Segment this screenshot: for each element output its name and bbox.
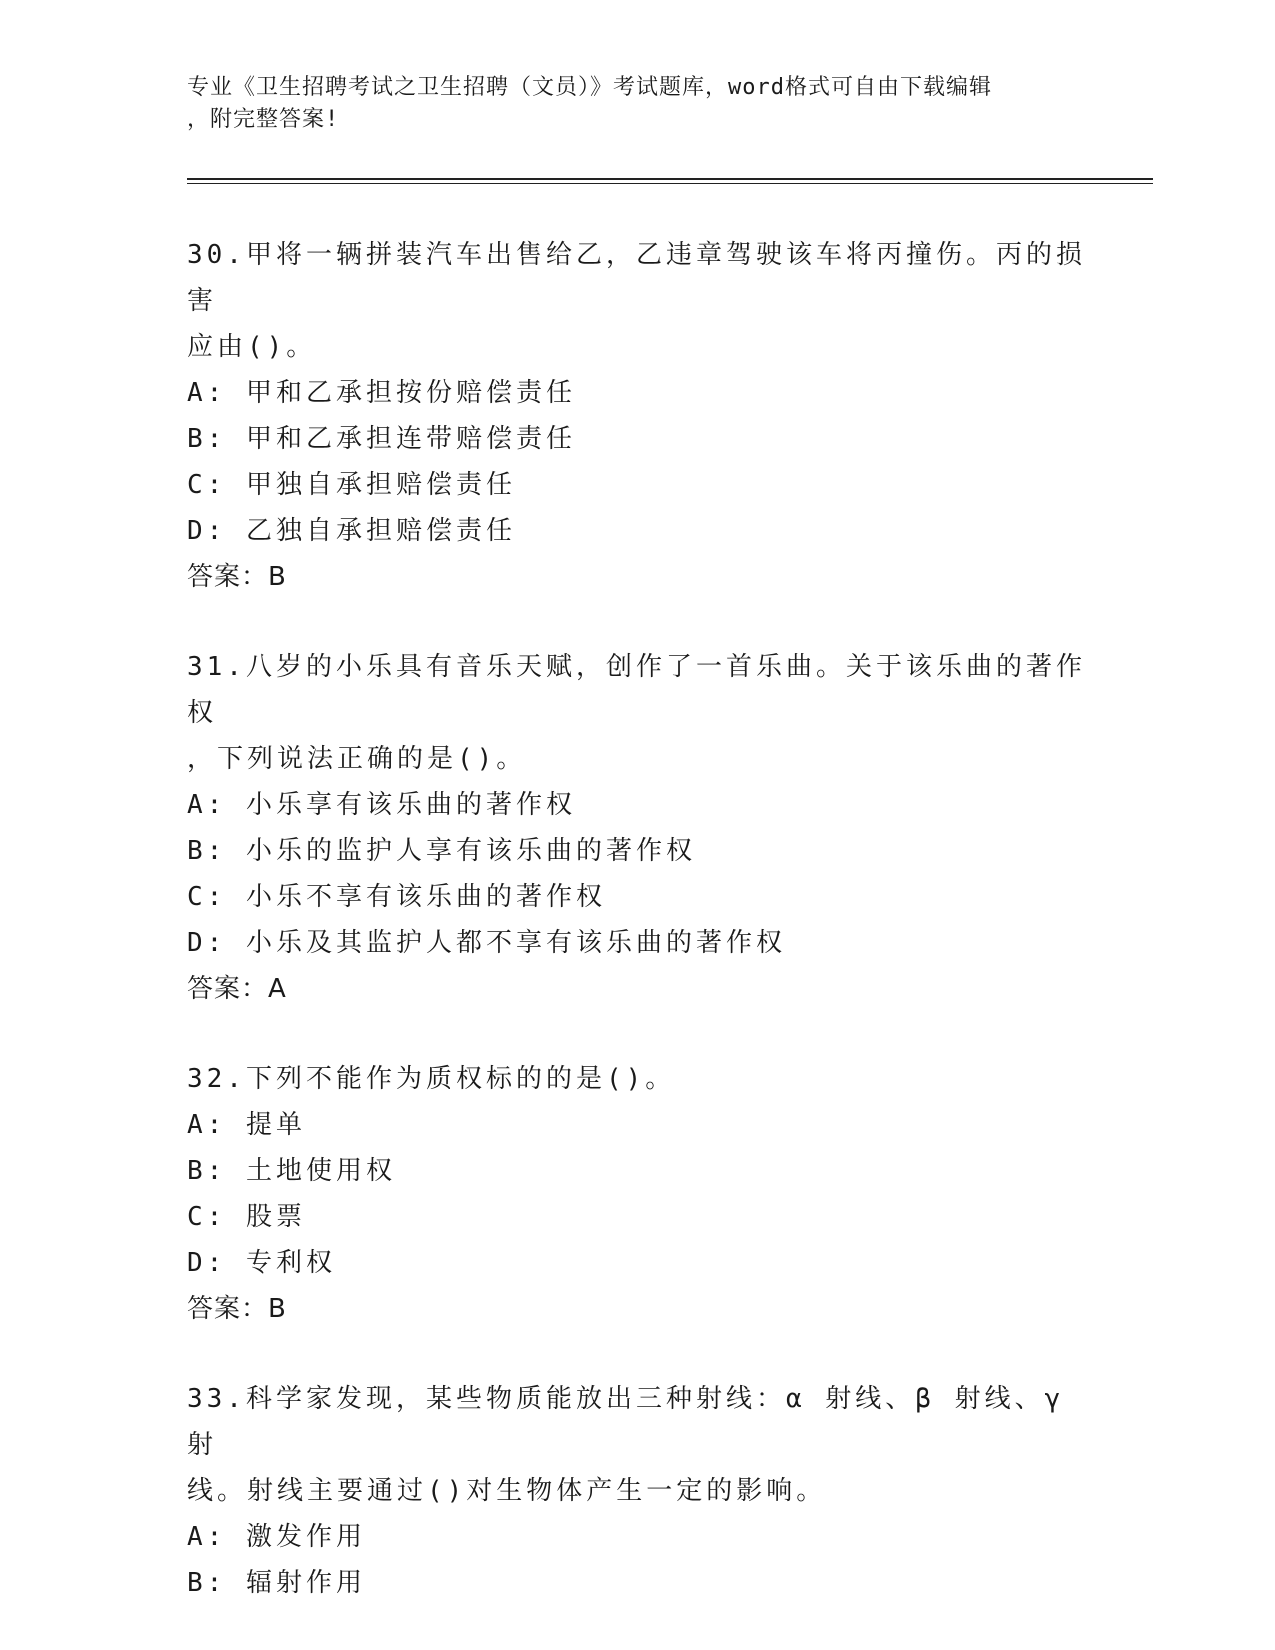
question-stem: 32.下列不能作为质权标的的是()。 (187, 1064, 676, 1094)
option-b: B: 甲和乙承担连带赔偿责任 (187, 424, 576, 454)
question-stem: 33.科学家发现，某些物质能放出三种射线：α 射线、β 射线、γ 射 (187, 1384, 1065, 1460)
question-stem: 31.八岁的小乐具有音乐天赋，创作了一首乐曲。关于该乐曲的著作权 (187, 652, 1086, 728)
header-divider-thick (187, 178, 1153, 180)
option-c: C: 小乐不享有该乐曲的著作权 (187, 882, 606, 912)
option-b: B: 小乐的监护人享有该乐曲的著作权 (187, 836, 696, 866)
option-b: B: 辐射作用 (187, 1568, 366, 1598)
answer-line: 答案：B (187, 562, 287, 592)
option-b: B: 土地使用权 (187, 1156, 396, 1186)
question-32 (187, 1056, 1087, 1332)
question-stem-continued: 应由()。 (187, 332, 317, 362)
question-list (187, 232, 1087, 1650)
option-a: A: 激发作用 (187, 1522, 366, 1552)
option-c: C: 股票 (187, 1202, 306, 1232)
option-a: A: 甲和乙承担按份赔偿责任 (187, 378, 576, 408)
answer-line: 答案：B (187, 1294, 287, 1324)
option-a: A: 提单 (187, 1110, 306, 1140)
option-c: C: 甲独自承担赔偿责任 (187, 470, 516, 500)
option-a: A: 小乐享有该乐曲的著作权 (187, 790, 576, 820)
answer-line: 答案：A (187, 974, 287, 1004)
header-divider-thin (187, 183, 1153, 184)
document-header (187, 72, 1067, 136)
option-d: D: 专利权 (187, 1248, 336, 1278)
question-stem-continued: 线。射线主要通过()对生物体产生一定的影响。 (187, 1476, 827, 1506)
header-title-line-1: 专业《卫生招聘考试之卫生招聘（文员）》考试题库，word格式可自由下载编辑 (187, 75, 992, 100)
question-31 (187, 644, 1087, 1012)
question-33 (187, 1376, 1087, 1606)
option-d: D: 乙独自承担赔偿责任 (187, 516, 516, 546)
header-title-line-2: ，附完整答案! (187, 107, 340, 132)
question-30 (187, 232, 1087, 600)
option-d: D: 小乐及其监护人都不享有该乐曲的著作权 (187, 928, 786, 958)
question-stem: 30.甲将一辆拼装汽车出售给乙，乙违章驾驶该车将丙撞伤。丙的损害 (187, 240, 1086, 316)
question-stem-continued: ，下列说法正确的是()。 (187, 744, 527, 774)
